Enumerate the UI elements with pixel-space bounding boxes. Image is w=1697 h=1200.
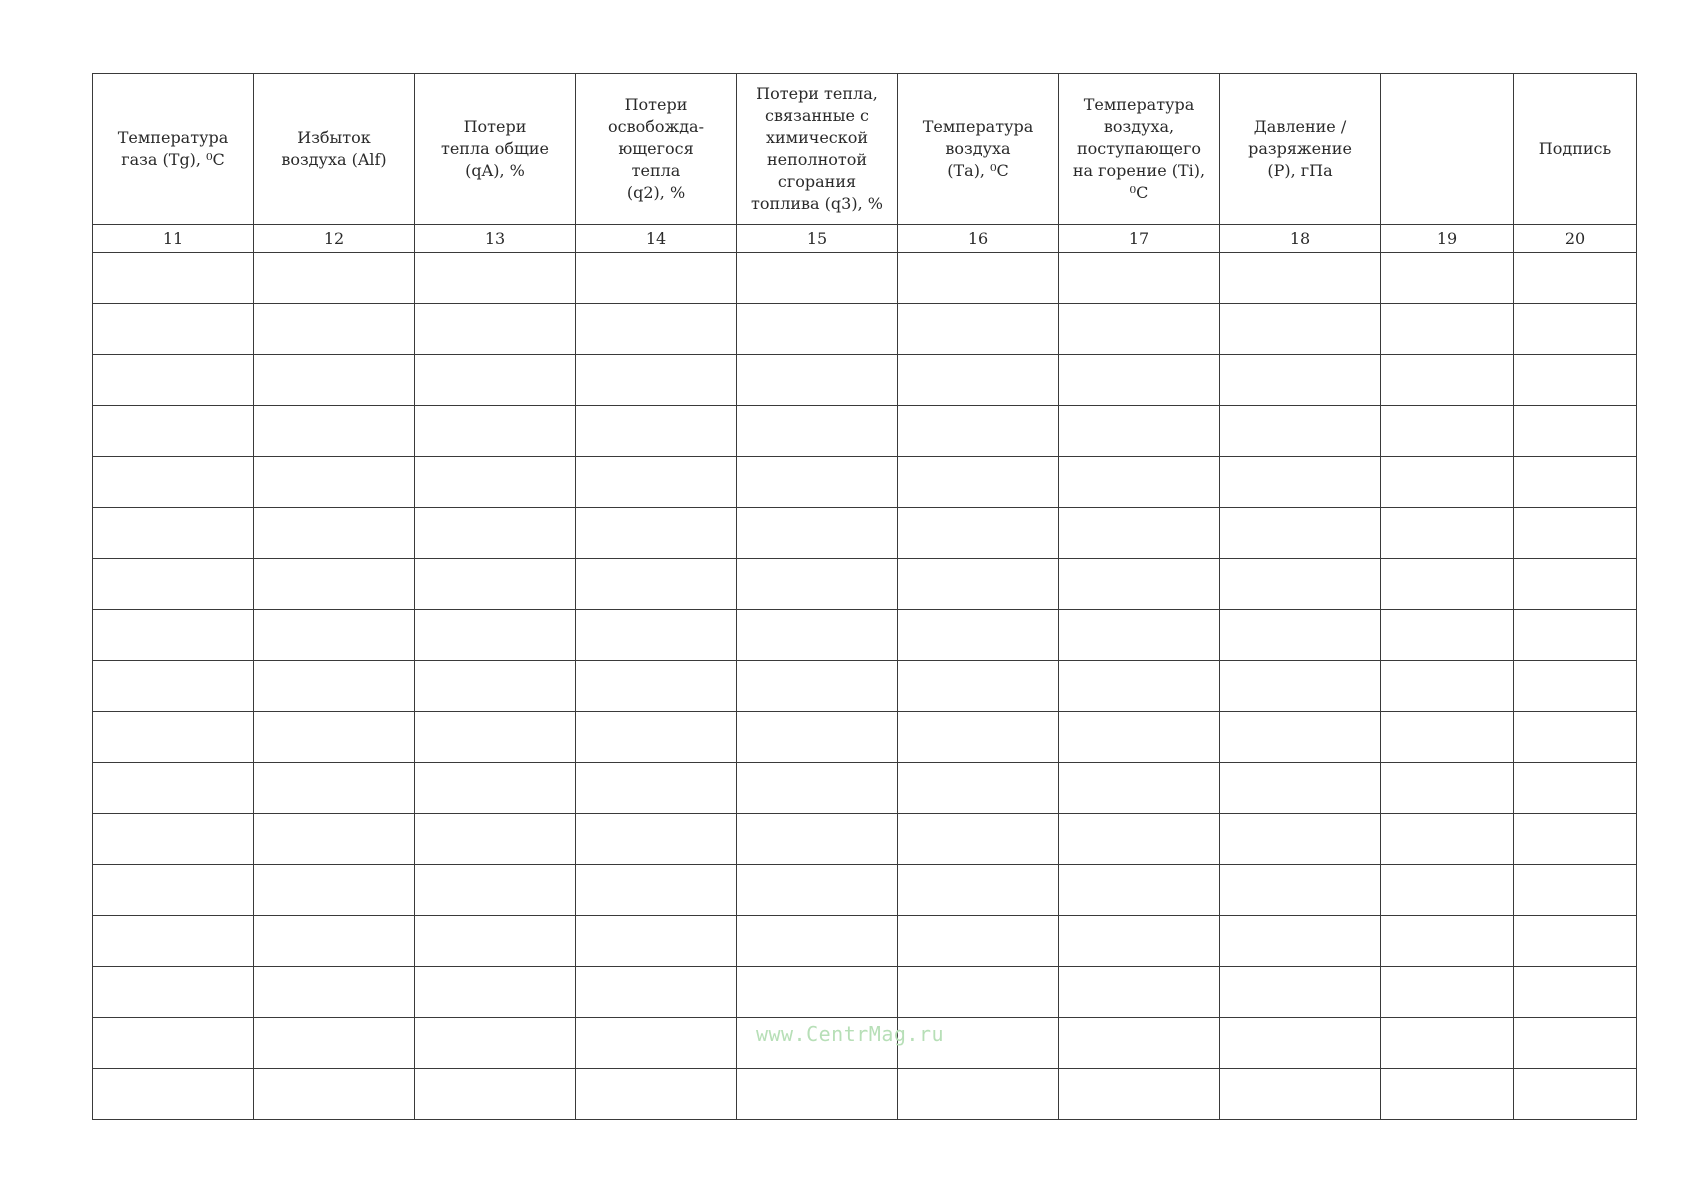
entry-cell[interactable] (898, 355, 1059, 406)
entry-cell[interactable] (1059, 355, 1220, 406)
entry-cell[interactable] (1514, 916, 1637, 967)
entry-cell[interactable] (1059, 763, 1220, 814)
entry-cell[interactable] (415, 304, 576, 355)
entry-cell[interactable] (415, 457, 576, 508)
log-entries (93, 253, 1637, 1120)
entry-cell[interactable] (576, 304, 737, 355)
entry-cell[interactable] (1059, 814, 1220, 865)
entry-cell[interactable] (898, 610, 1059, 661)
entry-cell[interactable] (737, 661, 898, 712)
entry-cell[interactable] (1514, 1018, 1637, 1069)
column-number: 19 (1381, 225, 1514, 253)
entry-cell[interactable] (576, 712, 737, 763)
entry-cell[interactable] (1220, 1018, 1381, 1069)
entry-cell[interactable] (254, 406, 415, 457)
log-sheet (92, 73, 1634, 1120)
entry-cell[interactable] (737, 967, 898, 1018)
entry-cell[interactable] (415, 763, 576, 814)
entry-cell[interactable] (1220, 253, 1381, 304)
entry-cell[interactable] (1059, 1018, 1220, 1069)
table-row (93, 355, 1637, 406)
entry-cell[interactable] (254, 1018, 415, 1069)
entry-cell[interactable] (898, 304, 1059, 355)
column-number: 18 (1220, 225, 1381, 253)
entry-cell[interactable] (737, 406, 898, 457)
header-chemical-incomplete-combustion-loss: Потери тепла, связанные с химической неполнотой сгорания топлива (q3), % (737, 74, 898, 225)
entry-cell[interactable] (415, 712, 576, 763)
entry-cell[interactable] (576, 763, 737, 814)
entry-cell[interactable] (898, 1069, 1059, 1120)
entry-cell[interactable] (737, 610, 898, 661)
entry-cell[interactable] (1059, 865, 1220, 916)
column-number: 14 (576, 225, 737, 253)
entry-cell[interactable] (1220, 355, 1381, 406)
table-row (93, 865, 1637, 916)
heating-log-table (92, 73, 1637, 1120)
entry-cell[interactable] (254, 814, 415, 865)
entry-cell[interactable] (254, 559, 415, 610)
entry-cell[interactable] (254, 610, 415, 661)
entry-cell[interactable] (576, 1069, 737, 1120)
entry-cell[interactable] (1059, 1069, 1220, 1120)
entry-cell[interactable] (415, 661, 576, 712)
entry-cell[interactable] (1514, 406, 1637, 457)
entry-cell[interactable] (1220, 661, 1381, 712)
header-released-heat-loss: Потери освобожда- ющегося тепла (q2), % (576, 74, 737, 225)
entry-cell[interactable] (415, 406, 576, 457)
table-row (93, 610, 1637, 661)
header-signature: Подпись (1514, 74, 1637, 225)
entry-cell[interactable] (254, 865, 415, 916)
entry-cell[interactable] (1059, 610, 1220, 661)
table-row (93, 1069, 1637, 1120)
entry-cell[interactable] (1381, 253, 1514, 304)
entry-cell[interactable] (1381, 712, 1514, 763)
entry-cell[interactable] (1059, 559, 1220, 610)
entry-cell[interactable] (898, 661, 1059, 712)
entry-cell[interactable] (1220, 559, 1381, 610)
entry-cell[interactable] (1059, 457, 1220, 508)
entry-cell[interactable] (93, 1018, 254, 1069)
entry-cell[interactable] (737, 712, 898, 763)
header-excess-air: Избыток воздуха (Alf) (254, 74, 415, 225)
entry-cell[interactable] (254, 355, 415, 406)
entry-cell[interactable] (576, 457, 737, 508)
column-number: 13 (415, 225, 576, 253)
entry-cell[interactable] (1514, 967, 1637, 1018)
entry-cell[interactable] (737, 304, 898, 355)
entry-cell[interactable] (737, 865, 898, 916)
entry-cell[interactable] (254, 661, 415, 712)
entry-cell[interactable] (1381, 865, 1514, 916)
entry-cell[interactable] (1381, 610, 1514, 661)
entry-cell[interactable] (93, 865, 254, 916)
entry-cell[interactable] (415, 508, 576, 559)
entry-cell[interactable] (737, 814, 898, 865)
entry-cell[interactable] (737, 559, 898, 610)
table-row (93, 814, 1637, 865)
entry-cell[interactable] (415, 559, 576, 610)
entry-cell[interactable] (93, 916, 254, 967)
entry-cell[interactable] (1381, 355, 1514, 406)
entry-cell[interactable] (898, 253, 1059, 304)
entry-cell[interactable] (415, 1069, 576, 1120)
entry-cell[interactable] (576, 661, 737, 712)
table-row (93, 559, 1637, 610)
entry-cell[interactable] (1059, 712, 1220, 763)
entry-cell[interactable] (737, 916, 898, 967)
entry-cell[interactable] (93, 508, 254, 559)
entry-cell[interactable] (1059, 253, 1220, 304)
entry-cell[interactable] (898, 967, 1059, 1018)
table-row (93, 253, 1637, 304)
column-number: 11 (93, 225, 254, 253)
table-row (93, 712, 1637, 763)
column-number: 17 (1059, 225, 1220, 253)
table-row (93, 457, 1637, 508)
entry-cell[interactable] (1514, 253, 1637, 304)
entry-cell[interactable] (1381, 967, 1514, 1018)
entry-cell[interactable] (415, 967, 576, 1018)
entry-cell[interactable] (415, 1018, 576, 1069)
table-row (93, 661, 1637, 712)
table-row (93, 967, 1637, 1018)
entry-cell[interactable] (1381, 406, 1514, 457)
entry-cell[interactable] (254, 304, 415, 355)
entry-cell[interactable] (1059, 304, 1220, 355)
entry-cell[interactable] (1220, 1069, 1381, 1120)
entry-cell[interactable] (93, 763, 254, 814)
entry-cell[interactable] (737, 457, 898, 508)
entry-cell[interactable] (415, 355, 576, 406)
entry-cell[interactable] (415, 253, 576, 304)
entry-cell[interactable] (1220, 814, 1381, 865)
entry-cell[interactable] (576, 508, 737, 559)
entry-cell[interactable] (254, 457, 415, 508)
table-row (93, 916, 1637, 967)
entry-cell[interactable] (93, 304, 254, 355)
entry-cell[interactable] (1059, 406, 1220, 457)
column-number: 16 (898, 225, 1059, 253)
entry-cell[interactable] (415, 916, 576, 967)
entry-cell[interactable] (737, 763, 898, 814)
entry-cell[interactable] (898, 916, 1059, 967)
entry-cell[interactable] (93, 559, 254, 610)
entry-cell[interactable] (737, 253, 898, 304)
entry-cell[interactable] (576, 610, 737, 661)
entry-cell[interactable] (93, 712, 254, 763)
entry-cell[interactable] (1059, 508, 1220, 559)
entry-cell[interactable] (1220, 406, 1381, 457)
entry-cell[interactable] (898, 406, 1059, 457)
column-number: 12 (254, 225, 415, 253)
entry-cell[interactable] (898, 712, 1059, 763)
entry-cell[interactable] (1059, 916, 1220, 967)
entry-cell[interactable] (1514, 304, 1637, 355)
entry-cell[interactable] (415, 610, 576, 661)
entry-cell[interactable] (415, 814, 576, 865)
entry-cell[interactable] (898, 457, 1059, 508)
entry-cell[interactable] (898, 763, 1059, 814)
entry-cell[interactable] (737, 355, 898, 406)
entry-cell[interactable] (576, 253, 737, 304)
entry-cell[interactable] (576, 559, 737, 610)
entry-cell[interactable] (1220, 457, 1381, 508)
entry-cell[interactable] (254, 763, 415, 814)
entry-cell[interactable] (1381, 457, 1514, 508)
entry-cell[interactable] (1381, 304, 1514, 355)
header-air-temperature: Температура воздуха (Та), ⁰С (898, 74, 1059, 225)
entry-cell[interactable] (1514, 814, 1637, 865)
entry-cell[interactable] (898, 559, 1059, 610)
entry-cell[interactable] (1220, 610, 1381, 661)
entry-cell[interactable] (898, 814, 1059, 865)
entry-cell[interactable] (415, 865, 576, 916)
entry-cell[interactable] (1514, 1069, 1637, 1120)
entry-cell[interactable] (1514, 610, 1637, 661)
entry-cell[interactable] (576, 355, 737, 406)
table-row (93, 406, 1637, 457)
entry-cell[interactable] (1514, 355, 1637, 406)
header-total-heat-loss: Потери тепла общие (qA), % (415, 74, 576, 225)
entry-cell[interactable] (898, 865, 1059, 916)
entry-cell[interactable] (1220, 865, 1381, 916)
entry-cell[interactable] (1381, 508, 1514, 559)
entry-cell[interactable] (576, 967, 737, 1018)
header-combustion-air-temperature: Температура воздуха, поступающего на горение (Ti), ⁰С (1059, 74, 1220, 225)
table-row (93, 304, 1637, 355)
entry-cell[interactable] (1381, 814, 1514, 865)
entry-cell[interactable] (93, 967, 254, 1018)
column-number-row (93, 225, 1637, 253)
header-gas-temperature: Температура газа (Tg), ⁰С (93, 74, 254, 225)
table-row (93, 763, 1637, 814)
entry-cell[interactable] (1220, 712, 1381, 763)
entry-cell[interactable] (1059, 967, 1220, 1018)
entry-cell[interactable] (898, 508, 1059, 559)
entry-cell[interactable] (254, 916, 415, 967)
entry-cell[interactable] (254, 967, 415, 1018)
entry-cell[interactable] (576, 814, 737, 865)
entry-cell[interactable] (93, 1069, 254, 1120)
entry-cell[interactable] (93, 355, 254, 406)
entry-cell[interactable] (1514, 508, 1637, 559)
column-number: 20 (1514, 225, 1637, 253)
entry-cell[interactable] (1514, 712, 1637, 763)
entry-cell[interactable] (1514, 661, 1637, 712)
entry-cell[interactable] (1381, 1018, 1514, 1069)
entry-cell[interactable] (254, 712, 415, 763)
entry-cell[interactable] (576, 406, 737, 457)
entry-cell[interactable] (254, 253, 415, 304)
entry-cell[interactable] (576, 916, 737, 967)
header-row (93, 74, 1637, 225)
header-pressure: Давление / разряжение (Р), гПа (1220, 74, 1381, 225)
column-number: 15 (737, 225, 898, 253)
entry-cell[interactable] (1381, 916, 1514, 967)
entry-cell[interactable] (1381, 763, 1514, 814)
watermark: www.CentrMag.ru (755, 1022, 945, 1046)
entry-cell[interactable] (254, 508, 415, 559)
entry-cell[interactable] (1514, 559, 1637, 610)
entry-cell[interactable] (1220, 304, 1381, 355)
entry-cell[interactable] (93, 661, 254, 712)
entry-cell[interactable] (1514, 457, 1637, 508)
entry-cell[interactable] (1381, 559, 1514, 610)
entry-cell[interactable] (1514, 865, 1637, 916)
entry-cell[interactable] (1381, 1069, 1514, 1120)
header-blank (1381, 74, 1514, 225)
entry-cell[interactable] (1220, 916, 1381, 967)
entry-cell[interactable] (737, 508, 898, 559)
entry-cell[interactable] (93, 406, 254, 457)
entry-cell[interactable] (93, 610, 254, 661)
table-row (93, 508, 1637, 559)
entry-cell[interactable] (254, 1069, 415, 1120)
entry-cell[interactable] (1220, 967, 1381, 1018)
entry-cell[interactable] (93, 253, 254, 304)
entry-cell[interactable] (737, 1069, 898, 1120)
entry-cell[interactable] (93, 457, 254, 508)
entry-cell[interactable] (1059, 661, 1220, 712)
entry-cell[interactable] (1381, 661, 1514, 712)
entry-cell[interactable] (1220, 508, 1381, 559)
entry-cell[interactable] (93, 814, 254, 865)
entry-cell[interactable] (1514, 763, 1637, 814)
entry-cell[interactable] (1220, 763, 1381, 814)
entry-cell[interactable] (576, 865, 737, 916)
